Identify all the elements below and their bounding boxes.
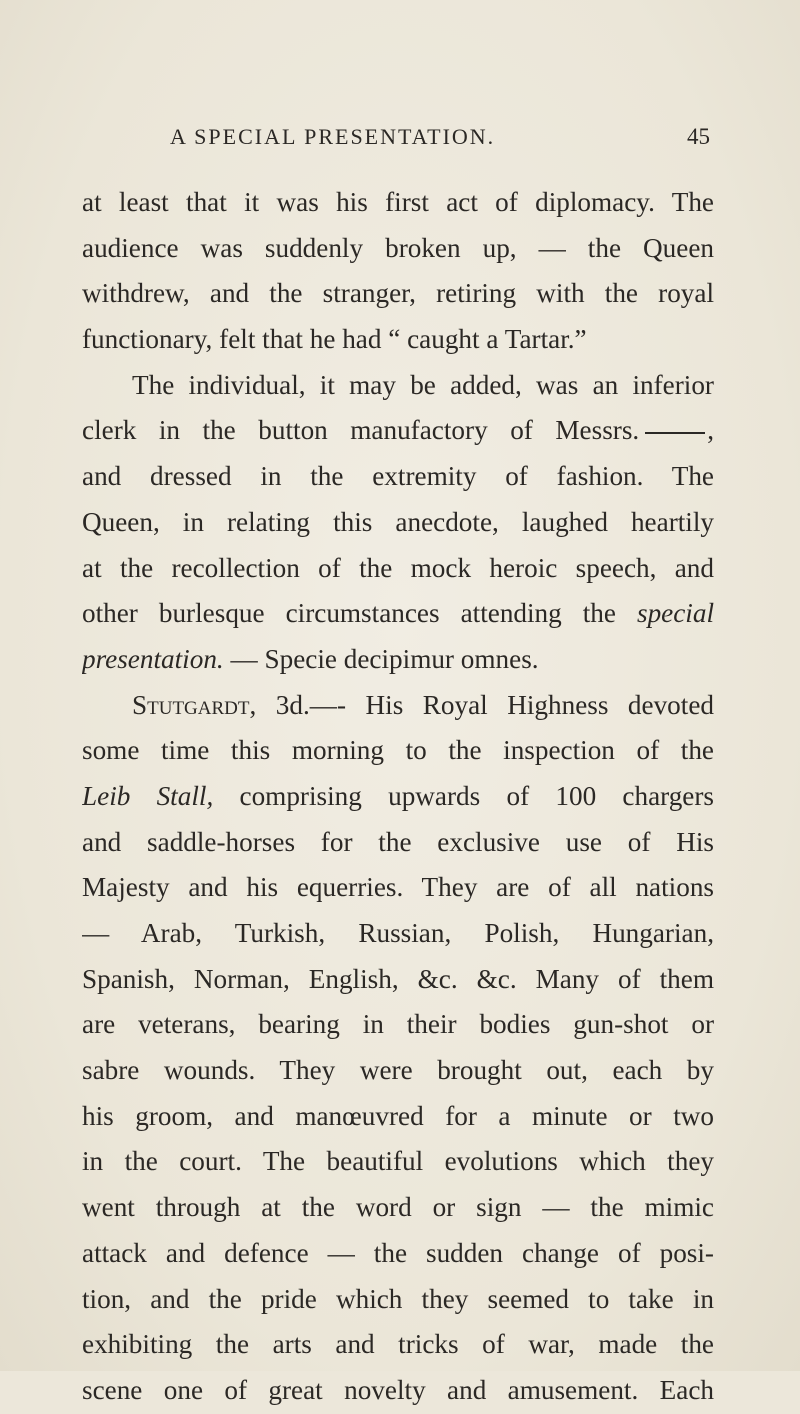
text-line [82,408,714,454]
text-segment: other burlesque circumstances attending the [82,598,616,629]
text-line: functionary, felt that he had “ caught a Tartar.” [82,324,587,355]
text-line [82,637,714,683]
text-line: some time this morning to the inspection of the [82,735,714,766]
text-line: are veterans, bearing in their bodies gun-shot or [82,1009,714,1040]
text-line: audience was suddenly broken up, — the Queen [82,232,714,263]
text-segment: clerk in the button manufactory of Messrs. [82,415,640,446]
text-line: attack and defence — the sudden change of posi- [82,1237,714,1268]
text-line: withdrew, and the stranger, retiring with the royal [82,278,714,309]
text-line: and saddle-horses for the exclusive use of His [82,826,714,857]
text-segment: , [707,415,714,446]
italic-segment: presentation. [82,643,224,674]
text-line [82,683,714,729]
text-line: in the court. The beautiful evolutions which they [82,1146,714,1177]
body-text [82,180,714,1414]
text-line: Spanish, Norman, English, &c. &c. Many of them [82,963,714,994]
text-line: scene one of great novelty and amusement. Each [82,1374,714,1405]
text-line: Queen, in relating this anecdote, laughed heartily [82,506,714,537]
text-line [82,591,714,637]
text-line: his groom, and manœuvred for a minute or two [82,1100,714,1131]
text-line: Majesty and his equerries. They are of all nations [82,872,714,903]
text-segment: comprising upwards of 100 chargers [213,780,714,811]
text-line: at least that it was his first act of diplomacy. The [82,187,714,217]
text-line: went through at the word or sign — the mimic [82,1192,714,1223]
text-line: tion, and the pride which they seemed to take in [82,1283,714,1314]
text-segment: — Specie decipimur omnes. [223,643,539,674]
running-head: A SPECIAL PRESENTATION. [170,124,496,149]
italic-segment: Leib Stall, [82,780,214,811]
text-segment: 3d.—- His Royal Highness devoted [256,689,714,720]
text-line: — Arab, Turkish, Russian, Polish, Hungarian, [82,918,714,948]
text-line: exhibiting the arts and tricks of war, made the [82,1329,714,1360]
text-line: and dressed in the extremity of fashion. The [82,461,714,492]
page-number: 45 [687,124,710,149]
text-line: sabre wounds. They were brought out, each by [82,1055,714,1086]
small-caps-segment: Stutgardt, [132,689,257,720]
italic-segment: special [637,598,714,629]
text-line [82,774,714,820]
text-line: at the recollection of the mock heroic speech, and [82,552,714,583]
text-line: The individual, it may be added, was an inferior [132,369,714,400]
blank-name-dash [645,432,705,434]
page-header [0,124,800,154]
